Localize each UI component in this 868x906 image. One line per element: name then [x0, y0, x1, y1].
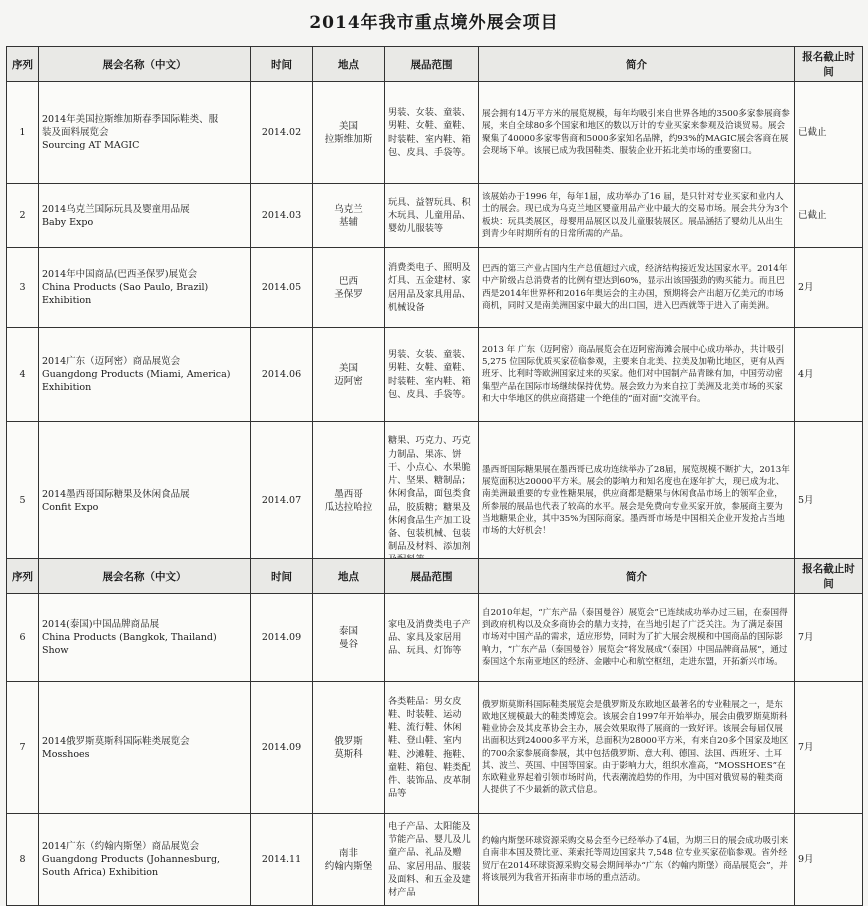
place-line: 美国: [338, 362, 358, 374]
cell-scope: 玩具、益智玩具、积木玩具、儿童用品、婴幼儿服装等: [385, 184, 479, 248]
cell-deadline: 已截止: [795, 82, 863, 184]
table-row: [7, 248, 863, 328]
name-line: Mosshoes: [42, 748, 90, 760]
cell-name: [39, 594, 251, 682]
table-row: [7, 422, 863, 580]
name-line: 2014广东（迈阿密）商品展览会: [42, 356, 181, 367]
cell-time: 2014.02: [251, 82, 313, 184]
table-row: [7, 184, 863, 248]
header-scope: 展品范围: [385, 47, 479, 82]
cell-no: 2: [7, 184, 39, 248]
name-line: 2014乌克兰国际玩具及婴童用品展: [42, 203, 190, 215]
name-line: 2014广东（约翰内斯堡）商品展览会: [42, 841, 200, 852]
name-line: Exhibition: [42, 295, 92, 306]
cell-no: 5: [7, 422, 39, 580]
place-line: 俄罗斯: [334, 735, 363, 747]
cell-deadline: 7月: [795, 594, 863, 682]
cell-deadline: 5月: [795, 422, 863, 580]
cell-intro: 该展始办于1996 年，每年1届，成功举办了16 届，是只针对专业买家和业内人士的展会。现已成为乌克兰地区婴童用品产业中最大的交易市场。展会共分为3个板块：玩具类展区，母婴用品展区以及儿童服装展区。展品涵括了婴幼儿从出生到青少年时期所有的日常所需的产品。: [479, 184, 795, 248]
table-row: [7, 594, 863, 682]
place-line: 迈阿密: [334, 375, 363, 387]
cell-intro: 俄罗斯莫斯科国际鞋类展览会是俄罗斯及东欧地区最著名的专业鞋展之一，是东欧地区规模最大的鞋类博览会。该展会自1997年开始举办，展会由俄罗斯莫斯科鞋业协会及其皮革协会主办，展会效果取得了展商的一致好评。该展会每届仅展出面积达到24000多平方米，总面积为28000平方米，有来自20多个国家及地区的700余家参展商参展，其中包括俄罗斯、意大利、德国、法国、西班牙、土耳其、波兰、英国、中国等国家。由于影响力大，组织水准高，“MOSSHOES”在东欧鞋业界起着引领市场时尚，代表潮流趋势的作用，为中国对俄贸易的鞋类商人提供了不少最新的款式信息。: [479, 682, 795, 814]
cell-name: [39, 682, 251, 814]
header-deadline: 报名截止时间: [795, 47, 863, 82]
cell-no: 7: [7, 682, 39, 814]
cell-no: 6: [7, 594, 39, 682]
cell-scope: 消费类电子、照明及灯具、五金建材、家居用品及家具用品、机械设备: [385, 248, 479, 328]
exhibition-table-1: [6, 46, 863, 580]
page-title: 2014年我市重点境外展会项目: [309, 13, 559, 33]
cell-scope: 糖果、巧克力、巧克力制品、果冻、饼干、小点心、水果脆片、坚果、糖制品；休闲食品，面包类食品，胶质糖；糖果及休闲食品生产加工设备、包装机械、包装制品及材料、添加剂: [385, 422, 479, 580]
cell-no: 1: [7, 82, 39, 184]
name-line: Baby Expo: [42, 216, 94, 228]
place-line: 墨西哥: [334, 488, 363, 500]
place-line: 乌克兰: [334, 203, 363, 215]
name-line: 2014年美国拉斯维加斯春季国际鞋类、服: [42, 114, 219, 125]
cell-time: 2014.09: [251, 594, 313, 682]
place-line: 约翰内斯堡: [324, 860, 373, 872]
name-line: 2014墨西哥国际糖果及休闲食品展: [42, 488, 190, 500]
header-no: 序列: [7, 47, 39, 82]
cell-no: 3: [7, 248, 39, 328]
place-line: 瓜达拉哈拉: [324, 501, 373, 513]
table-row: [7, 682, 863, 814]
header-time: 时间: [251, 559, 313, 594]
name-line: Exhibition: [42, 382, 92, 393]
header-place: 地点: [313, 559, 385, 594]
header-intro: 简介: [479, 47, 795, 82]
name-line: China Products (Sao Paulo, Brazil): [42, 282, 209, 293]
name-line: Show: [42, 645, 69, 656]
cell-name: [39, 422, 251, 580]
cell-place: [313, 184, 385, 248]
place-line: 曼谷: [338, 638, 358, 650]
table-header-row: [7, 47, 863, 82]
header-name: 展会名称（中文）: [39, 47, 251, 82]
name-line: Sourcing AT MAGIC: [42, 140, 140, 151]
name-line: South Africa) Exhibition: [42, 867, 159, 878]
name-line: Guangdong Products (Miami, America): [42, 369, 231, 380]
cell-intro: 墨西哥国际糖果展在墨西哥已成功连续举办了28届，展览规模不断扩大，2013年展览面积达20000平方米。展会的影响力和知名度也在逐年扩大，现已成为北、南美洲最重要的专业性糖果展，供应商都是糖果与休闲食品市场上的领军企业，所参展的展品也代表了较高的水平。展会是免费向专业买家开放，参展商主要为当地糖果企业，其中35%为国际商家。墨西哥市场是中国相关企业开发抢占当地市场的大好机会！: [479, 422, 795, 580]
cell-no: 8: [7, 814, 39, 906]
cell-time: 2014.05: [251, 248, 313, 328]
header-name: 展会名称（中文）: [39, 559, 251, 594]
header-time: 时间: [251, 47, 313, 82]
cell-place: [313, 82, 385, 184]
name-line: 2014年中国商品(巴西圣保罗)展览会: [42, 269, 198, 280]
cell-deadline: 4月: [795, 328, 863, 422]
cell-intro: 巴西的第三产业占国内生产总值超过六成，经济结构接近发达国家水平。2014年中产阶级占总消费者的比例有望达到60%，显示出该国强劲的购买能力。而且巴西是2014年世界杯和2016年奥运会的主办国，预期将会产出超万亿美元的市场商机，同时又是南美洲国家中最大的出口国，进入巴西就等于进入了南美洲。: [479, 248, 795, 328]
cell-scope: 家电及消费类电子产品、家具及家居用品、玩具、灯饰等: [385, 594, 479, 682]
cell-name: [39, 184, 251, 248]
cell-deadline: 2月: [795, 248, 863, 328]
name-line: 装及面料展览会: [42, 127, 109, 138]
header-no: 序列: [7, 559, 39, 594]
cell-scope: 电子产品、太阳能及节能产品、婴儿及儿童产品、礼品及赠品、家居用品、服装及面料、和五金及建材产品: [385, 814, 479, 906]
cell-no: 4: [7, 328, 39, 422]
cell-place: [313, 814, 385, 906]
place-line: 莫斯科: [334, 748, 363, 760]
place-line: 巴西: [338, 275, 358, 287]
cell-scope: 各类鞋品：男女皮鞋、时装鞋、运动鞋、流行鞋、休闲鞋、登山鞋、室内鞋、沙滩鞋、拖鞋、童鞋、箱包、鞋类配件、装饰品、皮革制品等: [385, 682, 479, 814]
header-place: 地点: [313, 47, 385, 82]
cell-intro: 约翰内斯堡环球资源采购交易会至今已经举办了4届，为期三日的展会成功吸引来自南非本国及赞比亚、莱索托等周边国家共 7,548 位专业买家莅临参观。省外经贸厅在2014环球资源采购交易会期间举办“广东（约翰内斯堡）商品展览会”，并将该展列为我省开拓南非市场的重点活动。: [479, 814, 795, 906]
cell-place: [313, 248, 385, 328]
place-line: 南非: [338, 847, 358, 859]
cell-name: [39, 814, 251, 906]
exhibition-table-2: [6, 558, 863, 906]
cell-place: [313, 682, 385, 814]
cell-name: [39, 248, 251, 328]
cell-deadline: 7月: [795, 682, 863, 814]
place-line: 美国: [338, 120, 358, 132]
cell-time: 2014.09: [251, 682, 313, 814]
cell-intro: 展会拥有14万平方米的展览规模，每年均吸引来自世界各地的3500多家参展商参展，来自全球80多个国家和地区的数以万计的专业买家来参观及洽谈贸易。展会聚集了40000多家零售商和5000多家知名品牌，约93%的MAGIC展会客商在展会现场下单。该展已成为我国鞋类、服装企业开拓北美市场的重要窗口。: [479, 82, 795, 184]
place-line: 泰国: [338, 625, 358, 637]
cell-name: [39, 82, 251, 184]
header-deadline: 报名截止时间: [795, 559, 863, 594]
table-row: [7, 82, 863, 184]
header-intro: 简介: [479, 559, 795, 594]
header-scope: 展品范围: [385, 559, 479, 594]
cell-intro: 2013 年 广东（迈阿密）商品展览会在迈阿密海滩会展中心成功举办，共计吸引 5,275 位国际优质买家莅临参观，主要来自北美、拉美及加勒比地区，更有从西班牙、比利时等欧洲国家过来的买家。他们对中国制产品青睐有加，中国劳动密集型产品在国际市场继续保持优势。展会致力为来自拉丁美洲及北美市场的买家和大中华地区的供应商搭建一个绝佳的“面对面”交流平台。: [479, 328, 795, 422]
name-line: Confit Expo: [42, 501, 99, 513]
cell-scope: 男装、女装、童装、男鞋、女鞋、童鞋、时装鞋、室内鞋、箱包、皮具、手袋等。: [385, 328, 479, 422]
cell-name: [39, 328, 251, 422]
name-line: Guangdong Products (Johannesburg,: [42, 854, 221, 865]
place-line: 基辅: [338, 216, 358, 228]
cell-time: 2014.11: [251, 814, 313, 906]
place-line: 拉斯维加斯: [324, 133, 373, 145]
name-line: China Products (Bangkok, Thailand): [42, 632, 217, 643]
name-line: 2014(泰国)中国品牌商品展: [42, 619, 160, 630]
table-row: [7, 328, 863, 422]
cell-place: [313, 422, 385, 580]
cell-time: 2014.06: [251, 328, 313, 422]
cell-time: 2014.03: [251, 184, 313, 248]
cell-deadline: 9月: [795, 814, 863, 906]
table-header-row: [7, 559, 863, 594]
name-line: 2014俄罗斯莫斯科国际鞋类展览会: [42, 735, 190, 747]
cell-time: 2014.07: [251, 422, 313, 580]
cell-place: [313, 328, 385, 422]
table-row: [7, 814, 863, 906]
cell-deadline: 已截止: [795, 184, 863, 248]
cell-scope: 男装、女装、童装、男鞋、女鞋、童鞋、时装鞋、室内鞋、箱包、皮具、手袋等。: [385, 82, 479, 184]
cell-place: [313, 594, 385, 682]
cell-intro: 自2010年起，“广东产品（泰国曼谷）展览会”已连续成功举办过三届，在泰国得到政府机构以及众多商协会的鼎力支持，在当地引起了广泛关注。为了满足泰国市场对中国产品的需求，适应形势，同时为了扩大展会规模和中国商品的国际影响力，“广东产品（泰国曼谷）展览会”将发展成“（泰国）中国品牌商品展”，通过泰国这个东南亚地区的经济、金融中心和航空枢纽，走进东盟，开拓新兴市场。: [479, 594, 795, 682]
place-line: 圣保罗: [334, 288, 363, 300]
